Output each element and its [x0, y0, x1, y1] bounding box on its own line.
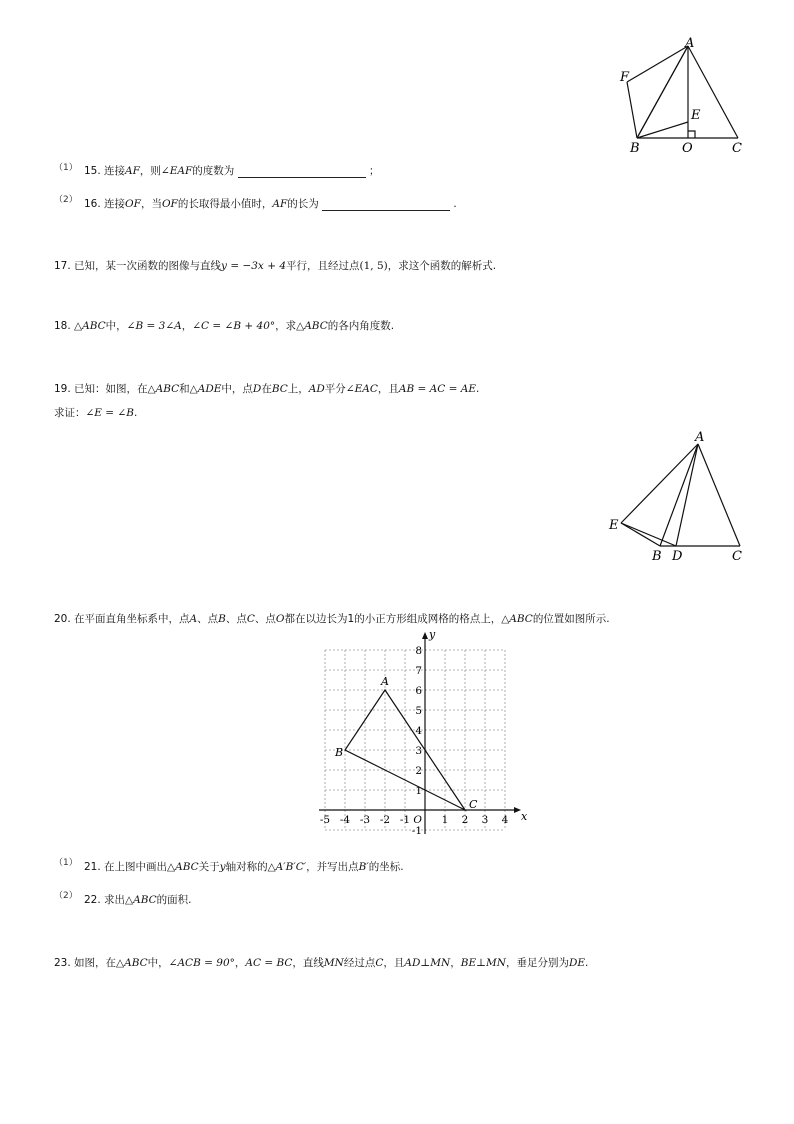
sub-question-marker: （1）: [54, 163, 78, 173]
segment-ac: [688, 46, 738, 138]
math-expression: ∠EAC: [345, 383, 378, 395]
math-expression: MN: [323, 957, 344, 969]
math-expression: A: [189, 613, 198, 625]
question-text: 关于: [198, 861, 220, 873]
question-text: 在平面直角坐标系中，点: [74, 613, 190, 625]
x-tick-label: 2: [461, 814, 469, 826]
question-number: 17.: [54, 260, 71, 272]
question-number: 20.: [54, 613, 71, 625]
question-text: 连接: [104, 198, 126, 210]
math-expression: B: [218, 613, 226, 625]
point-label-b: B: [335, 746, 344, 759]
math-expression: O: [275, 613, 285, 625]
x-tick-label: -3: [359, 814, 371, 826]
figure-triangle-abcde: [604, 428, 754, 568]
math-expression: AF: [125, 165, 140, 177]
label-e: E: [691, 108, 701, 123]
question-text: 在: [261, 383, 272, 395]
question-text: ，且: [383, 957, 405, 969]
question-text: 求出: [104, 894, 126, 906]
question-text: 中，: [147, 957, 169, 969]
question-text: 中，点: [221, 383, 253, 395]
math-expression: ∠B = 3∠A: [126, 320, 182, 332]
sub-question-marker: （2）: [54, 891, 78, 901]
math-expression: ∠ACB = 90°: [168, 957, 235, 969]
question-text: 的长为: [287, 198, 319, 210]
y-tick-label: 5: [415, 705, 422, 717]
question-text: ，则: [139, 165, 161, 177]
math-expression: △ABC: [296, 320, 328, 332]
question-text: 的坐标.: [368, 861, 404, 873]
label-b: B: [630, 141, 640, 156]
segment-bf: [627, 82, 637, 138]
question-text: 和: [179, 383, 190, 395]
question-text: ，垂足分别为: [505, 957, 569, 969]
x-axis-label: x: [521, 810, 528, 823]
label-d: D: [672, 549, 683, 564]
math-expression: △ABC: [74, 320, 106, 332]
math-expression: △A′B′C′: [267, 861, 307, 873]
question-text: 的小正方形组成网格的格点上，: [354, 613, 502, 625]
label-e: E: [609, 518, 619, 533]
y-tick-label: -1: [411, 825, 422, 837]
question-text: 平行，且经过点: [286, 260, 360, 272]
question-number: 18.: [54, 320, 71, 332]
math-expression: AF: [272, 198, 288, 210]
coordinate-grid: [290, 628, 528, 845]
math-expression: △ABC: [167, 861, 199, 873]
label-b: B: [652, 549, 662, 564]
question-number: 23.: [54, 957, 71, 969]
y-tick-label: 1: [415, 785, 422, 797]
question-text: 连接: [104, 165, 126, 177]
question-text: .: [476, 383, 480, 395]
question-21: [84, 860, 404, 874]
question-text: 如图，在: [74, 957, 117, 969]
question-text: ，: [181, 320, 193, 332]
y-axis-label: y: [429, 628, 436, 641]
question-text: 、点: [225, 613, 247, 625]
math-expression: 1: [347, 613, 355, 625]
question-text: ，直线: [292, 957, 324, 969]
right-angle-mark: [688, 131, 695, 138]
sub-question-marker: （2）: [54, 195, 78, 205]
segment-ae: [621, 444, 698, 523]
question-text: 经过点: [343, 957, 376, 969]
label-a: A: [685, 36, 695, 51]
question-number: 15.: [84, 165, 101, 177]
x-tick-label: 1: [441, 814, 449, 826]
x-tick-label: -5: [319, 814, 331, 826]
label-c: C: [732, 141, 742, 156]
origin-label: O: [413, 814, 422, 826]
label-a: A: [695, 430, 705, 445]
math-expression: ∠E = ∠B: [85, 407, 134, 419]
x-tick-label: 3: [481, 814, 489, 826]
y-tick-label: 4: [415, 725, 422, 737]
question-text: 已知，某一次函数的图像与直线: [74, 260, 222, 272]
figure-triangle-afeboc: [612, 36, 752, 158]
question-15: [84, 164, 379, 178]
x-axis-arrow-icon: [514, 807, 521, 813]
question-text: 的位置如图所示.: [532, 613, 610, 625]
math-expression: y = −3x + 4: [221, 260, 287, 272]
answer-blank[interactable]: [322, 210, 450, 211]
question-text: .: [585, 957, 589, 969]
question-number: 22.: [84, 894, 101, 906]
question-text: 已知：如图，在: [74, 383, 148, 395]
question-number: 19.: [54, 383, 71, 395]
question-text: ，当: [140, 198, 162, 210]
question-18: [54, 319, 394, 333]
question-text: 都在以边长为: [284, 613, 348, 625]
math-expression: DE: [568, 957, 586, 969]
math-expression: △ABC: [116, 957, 148, 969]
question-text: 的度数为: [192, 165, 235, 177]
math-expression: C: [375, 957, 384, 969]
question-16: [84, 197, 457, 211]
question-text: .: [133, 407, 138, 419]
question-text: ，求: [275, 320, 297, 332]
label-o: O: [682, 141, 693, 156]
math-expression: △ABC: [501, 613, 533, 625]
question-19-prove: [54, 406, 137, 420]
question-number: 16.: [84, 198, 101, 210]
math-expression: B′: [358, 861, 369, 873]
x-tick-label: -1: [399, 814, 411, 826]
label-f: F: [620, 70, 630, 85]
sub-question-marker: （1）: [54, 858, 78, 868]
question-text: 的面积.: [156, 894, 192, 906]
math-expression: ∠C = ∠B + 40°: [192, 320, 276, 332]
math-expression: △ABC: [147, 383, 180, 395]
math-expression: OF: [161, 198, 178, 210]
math-expression: BC: [271, 383, 288, 395]
math-expression: y: [219, 861, 226, 873]
label-c: C: [732, 549, 742, 564]
question-22: [84, 893, 192, 907]
question-text: ；: [368, 165, 380, 177]
segment-ac: [698, 444, 740, 546]
question-text: ，且: [377, 383, 399, 395]
question-text: ，并写出点: [306, 861, 359, 873]
math-expression: D: [252, 383, 262, 395]
question-text: 在上图中画出: [104, 861, 168, 873]
segment-fa: [627, 46, 688, 82]
question-text: 、点: [197, 613, 219, 625]
math-expression: △ADE: [189, 383, 222, 395]
x-tick-label: -2: [379, 814, 391, 826]
x-tick-label: -4: [339, 814, 351, 826]
math-expression: BE⊥MN: [460, 957, 506, 969]
math-expression: AC = BC: [245, 957, 293, 969]
question-text: 上，: [287, 383, 309, 395]
math-expression: AB = AC = AE: [398, 383, 476, 395]
question-text: 轴对称的: [225, 861, 268, 873]
y-tick-label: 3: [415, 745, 422, 757]
question-text: 平分: [324, 383, 346, 395]
answer-blank[interactable]: [238, 177, 366, 178]
question-20: [54, 612, 610, 626]
question-number: 21.: [84, 861, 101, 873]
question-text: ，求这个函数的解析式.: [387, 260, 497, 272]
question-text: ，: [450, 957, 461, 969]
question-text: 、点: [254, 613, 276, 625]
question-text: 求证：: [54, 407, 86, 419]
question-text: 中，: [105, 320, 127, 332]
question-17: [54, 259, 496, 273]
point-label-a: A: [381, 675, 389, 688]
math-expression: △ABC: [125, 894, 157, 906]
y-tick-label: 8: [415, 645, 422, 657]
question-text: .: [453, 198, 457, 210]
question-23: [54, 956, 588, 970]
question-text: 的各内角度数.: [327, 320, 395, 332]
math-expression: (1, 5): [359, 260, 388, 272]
math-expression: AD⊥MN: [404, 957, 451, 969]
y-tick-label: 6: [415, 685, 422, 697]
math-expression: AD: [308, 383, 325, 395]
y-tick-label: 2: [415, 765, 422, 777]
question-text: ，: [234, 957, 246, 969]
x-tick-label: 4: [501, 814, 509, 826]
question-text: 的长取得最小值时，: [177, 198, 273, 210]
math-expression: C: [246, 613, 255, 625]
question-19: [54, 382, 479, 396]
y-axis-arrow-icon: [422, 632, 428, 639]
point-label-c: C: [469, 798, 478, 811]
segment-eb: [621, 523, 660, 546]
math-expression: ∠EAF: [160, 165, 193, 177]
y-tick-label: 7: [415, 665, 422, 677]
math-expression: OF: [125, 198, 141, 210]
